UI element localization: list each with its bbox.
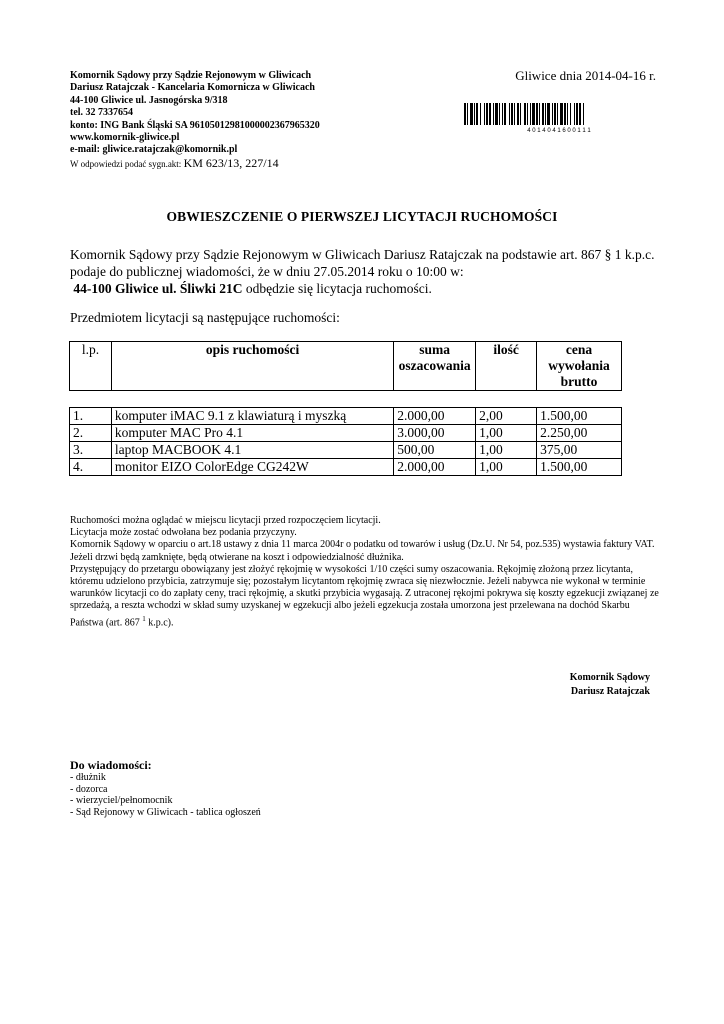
barcode-bar bbox=[542, 103, 544, 125]
header-line-phone: tel. 32 7337654 bbox=[70, 107, 134, 119]
document-title: OBWIESZCZENIE O PIERWSZEJ LICYTACJI RUCHOMOŚCI bbox=[166, 209, 558, 224]
intro-line-3 bbox=[70, 280, 670, 297]
barcode-bar bbox=[547, 103, 550, 125]
bailiff-header bbox=[70, 70, 320, 170]
subject-line: Przedmiotem licytacji są następujące ruchomości: bbox=[70, 310, 340, 325]
barcode-bar bbox=[495, 103, 498, 125]
case-reference-label: W odpowiedzi podać sygn.akt: bbox=[70, 158, 182, 169]
cell-value: 3.000,00 bbox=[394, 425, 476, 442]
barcode-bar bbox=[583, 103, 584, 125]
barcode-bar bbox=[464, 103, 466, 125]
barcode-bar bbox=[552, 103, 553, 125]
barcode-bar bbox=[509, 103, 510, 125]
list-item: - wierzyciel/pełnomocnik bbox=[70, 795, 173, 807]
header-description: opis ruchomości bbox=[111, 342, 393, 391]
header-line-website: www.komornik-gliwice.pl bbox=[70, 132, 180, 144]
note-cancellation: Licytacja może zostać odwołana bez podania przyczyny. bbox=[70, 527, 297, 539]
barcode-bar bbox=[484, 103, 485, 125]
barcode-bar bbox=[514, 103, 515, 125]
header-lp: l.p. bbox=[70, 342, 112, 391]
barcode-bar bbox=[511, 103, 513, 125]
signature-name: Dariusz Ratajczak bbox=[570, 686, 650, 697]
auction-terms bbox=[70, 515, 660, 629]
cell-quantity: 2,00 bbox=[476, 408, 537, 425]
barcode-bar bbox=[576, 103, 578, 125]
barcode-bar bbox=[532, 103, 535, 125]
barcode-bar bbox=[493, 103, 494, 125]
cell-description: laptop MACBOOK 4.1 bbox=[111, 442, 393, 459]
note-vat: Komornik Sądowy w oparciu o art.18 ustawy z dnia 11 marca 2004r o podatku od towarów i usług (Dz.U. Nr 54, poz.535) wystawia faktury VAT. bbox=[70, 539, 655, 551]
table-row bbox=[70, 442, 622, 459]
note-deposit-text: Przystępujący do przetargu obowiązany jest złożyć rękojmię w wysokości 1/10 części sumy oszacowania. Rękojmię złożoną przez licytanta, któremu udzielono przybicia, zatrzymuje się; pozostałym licytantom rękojmię zwraca się niezwłocznie. Jeżeli nabywca nie wykonał w terminie warunków licytacji co do zapłaty ceny, traci rękojmię, a skutki przybicia wygasają. Z utraconej rękojmi pokrywa się koszty egzekucji związanej ze sprzedażą, a reszta wchodzi w skład sumy uzyskanej w egzekucji albo jeżeli egzekucja została umorzona jest przelewana na dochód Skarbu Państwa (art. 867 bbox=[70, 563, 659, 628]
table-row bbox=[70, 408, 622, 425]
cell-description: monitor EIZO ColorEdge CG242W bbox=[111, 459, 393, 476]
barcode-bar bbox=[499, 103, 500, 125]
case-reference-number: KM 623/13, 227/14 bbox=[183, 155, 279, 170]
barcode-bar bbox=[536, 103, 538, 125]
barcode-bar bbox=[489, 103, 491, 125]
barcode-bar bbox=[486, 103, 488, 125]
barcode-bar bbox=[545, 103, 546, 125]
header-line-email: e-mail: gliwice.ratajczak@komornik.pl bbox=[70, 144, 238, 156]
barcode-bar bbox=[530, 103, 531, 125]
cell-quantity: 1,00 bbox=[476, 459, 537, 476]
barcode-bar bbox=[480, 103, 481, 125]
list-item: - dozorca bbox=[70, 783, 108, 795]
note-deposit-superscript: 1 bbox=[142, 614, 146, 623]
items-header-table bbox=[69, 341, 622, 391]
cell-value: 2.000,00 bbox=[394, 459, 476, 476]
cell-price: 2.250,00 bbox=[537, 425, 622, 442]
barcode-bar bbox=[520, 103, 521, 125]
cell-description: komputer MAC Pro 4.1 bbox=[111, 425, 393, 442]
note-deposit bbox=[70, 564, 660, 629]
cell-lp: 2. bbox=[70, 425, 112, 442]
barcode-bar bbox=[517, 103, 519, 125]
header-line-name: Dariusz Ratajczak - Kancelaria Komornicza w Gliwicach bbox=[70, 82, 315, 94]
barcode-bar bbox=[554, 103, 556, 125]
cell-price: 375,00 bbox=[537, 442, 622, 459]
note-viewing: Ruchomości można oglądać w miejscu licytacji przed rozpoczęciem licytacji. bbox=[70, 515, 381, 526]
cell-lp: 1. bbox=[70, 408, 112, 425]
list-item: - Sąd Rejonowy w Gliwicach - tablica ogłoszeń bbox=[70, 806, 261, 818]
auction-place: 44-100 Gliwice ul. Śliwki 21C bbox=[73, 281, 243, 296]
cell-lp: 4. bbox=[70, 459, 112, 476]
barcode-bar bbox=[467, 103, 468, 125]
items-header-row bbox=[70, 342, 622, 391]
cell-price: 1.500,00 bbox=[537, 408, 622, 425]
cell-value: 500,00 bbox=[394, 442, 476, 459]
note-locked-doors: Jeżeli drzwi będą zamknięte, będą otwierane na koszt i odpowiedzialność dłużnika. bbox=[70, 551, 404, 563]
barcode-digits: 4 0 1 4 0 4 1 6 0 0 1 1 1 bbox=[527, 128, 591, 133]
barcode-bar bbox=[470, 103, 473, 125]
document-date: Gliwice dnia 2014-04-16 r. bbox=[515, 68, 656, 83]
barcode-bar bbox=[579, 103, 581, 125]
barcode-bar bbox=[539, 103, 540, 125]
barcode-bar bbox=[524, 103, 526, 125]
barcode-bar bbox=[504, 103, 506, 125]
cell-quantity: 1,00 bbox=[476, 425, 537, 442]
case-reference bbox=[70, 157, 320, 170]
intro-paragraph bbox=[70, 246, 670, 297]
list-item: - dłużnik bbox=[70, 772, 106, 783]
header-line-bank-account: konto: ING Bank Śląski SA 96105012981000002367965320 bbox=[70, 119, 320, 131]
header-line-office: Komornik Sądowy przy Sądzie Rejonowym w Gliwicach bbox=[70, 70, 312, 81]
signature-title: Komornik Sądowy bbox=[569, 672, 650, 683]
table-row bbox=[70, 459, 622, 476]
barcode-bar bbox=[560, 103, 563, 125]
header-starting-price: cena wywołania brutto bbox=[537, 342, 622, 391]
cell-lp: 3. bbox=[70, 442, 112, 459]
cell-value: 2.000,00 bbox=[394, 408, 476, 425]
cell-quantity: 1,00 bbox=[476, 442, 537, 459]
barcode-bar bbox=[574, 103, 575, 125]
barcode-bar bbox=[570, 103, 571, 125]
barcode-bars bbox=[464, 103, 584, 125]
header-estimated-value: suma oszacowania bbox=[394, 342, 476, 391]
barcode-bar bbox=[557, 103, 558, 125]
barcode-bar bbox=[476, 103, 478, 125]
note-deposit-end: k.p.c). bbox=[145, 616, 174, 628]
barcode-bar bbox=[474, 103, 475, 125]
cell-price: 1.500,00 bbox=[537, 459, 622, 476]
header-quantity: ilość bbox=[476, 342, 537, 391]
barcode bbox=[463, 103, 655, 133]
table-row bbox=[70, 425, 622, 442]
intro-line-2: podaje do publicznej wiadomości, że w dniu 27.05.2014 roku o 10:00 w: bbox=[70, 264, 464, 279]
distribution-list bbox=[70, 758, 261, 818]
barcode-bar bbox=[502, 103, 503, 125]
items-table bbox=[69, 407, 622, 476]
signature-block bbox=[570, 671, 650, 699]
barcode-bar bbox=[564, 103, 566, 125]
intro-line-1: Komornik Sądowy przy Sądzie Rejonowym w Gliwicach Dariusz Ratajczak na podstawie art. 867 § 1 k.p.c. bbox=[70, 247, 655, 262]
intro-line-3-rest: odbędzie się licytacja ruchomości. bbox=[242, 281, 432, 296]
cell-description: komputer iMAC 9.1 z klawiaturą i myszką bbox=[111, 408, 393, 425]
distribution-title: Do wiadomości: bbox=[70, 758, 152, 772]
barcode-bar bbox=[527, 103, 528, 125]
barcode-bar bbox=[567, 103, 568, 125]
header-line-address: 44-100 Gliwice ul. Jasnogórska 9/318 bbox=[70, 94, 228, 106]
